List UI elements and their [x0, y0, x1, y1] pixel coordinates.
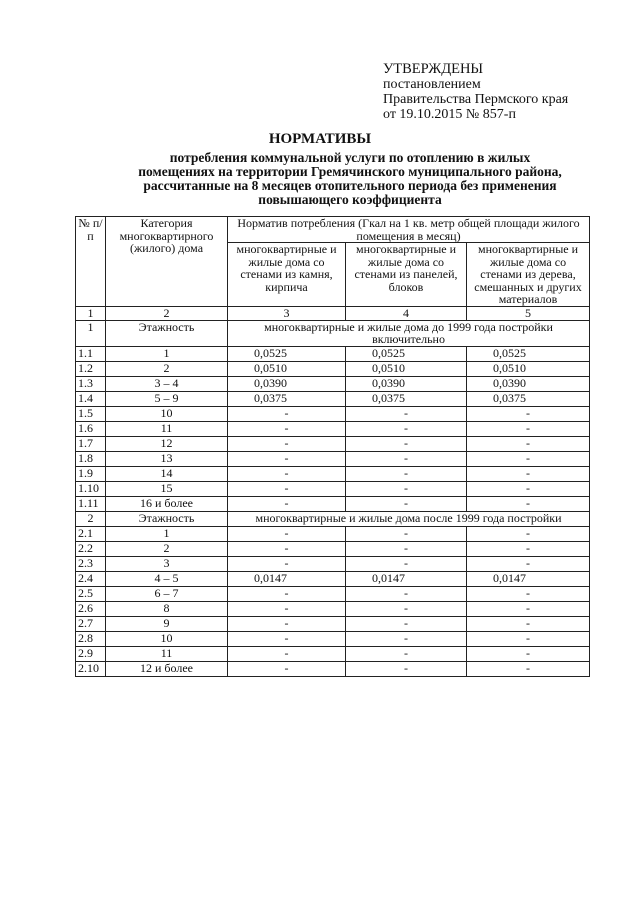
row-num: 1.5: [76, 406, 106, 421]
section-text: многоквартирные и жилые дома после 1999 года постройки: [228, 511, 590, 526]
row-num: 2.10: [76, 661, 106, 676]
row-value-panel: -: [346, 406, 467, 421]
row-value-panel: -: [346, 556, 467, 571]
row-num: 2.2: [76, 541, 106, 556]
row-value-wood: -: [467, 601, 590, 616]
document-title: НОРМАТИВЫ: [268, 131, 372, 147]
subtitle-line-4: повышающего коэффициента: [258, 192, 442, 207]
table-row: [76, 346, 590, 361]
row-value-wood: -: [467, 661, 590, 676]
table-row: [76, 451, 590, 466]
column-index-row: [76, 306, 590, 320]
row-value-panel: -: [346, 601, 467, 616]
row-value-stone: 0,0147: [228, 571, 346, 586]
row-value-panel: -: [346, 436, 467, 451]
header-norm: Норматив потребления (Гкал на 1 кв. метр общей площади жилого помещения в месяц): [228, 217, 590, 243]
row-num: 1.10: [76, 481, 106, 496]
row-value-panel: 0,0375: [346, 391, 467, 406]
row-value-wood: -: [467, 421, 590, 436]
row-value-panel: -: [346, 451, 467, 466]
row-num: 1.1: [76, 346, 106, 361]
header-col-panel: многоквартирные и жилые дома со стенами из панелей, блоков: [346, 243, 467, 307]
approval-line-3: Правительства Пермского края: [383, 92, 569, 107]
row-value-stone: -: [228, 436, 346, 451]
row-floors: 10: [106, 406, 228, 421]
row-floors: 12 и более: [106, 661, 228, 676]
table-row: [76, 421, 590, 436]
row-value-stone: -: [228, 496, 346, 511]
table-row: [76, 586, 590, 601]
row-floors: 1: [106, 346, 228, 361]
row-value-panel: -: [346, 631, 467, 646]
row-value-panel: -: [346, 421, 467, 436]
row-value-stone: 0,0510: [228, 361, 346, 376]
row-value-panel: -: [346, 481, 467, 496]
row-floors: 5 – 9: [106, 391, 228, 406]
row-num: 2.9: [76, 646, 106, 661]
table-row: [76, 496, 590, 511]
row-value-wood: -: [467, 631, 590, 646]
section-label: Этажность: [106, 511, 228, 526]
row-num: 2.8: [76, 631, 106, 646]
header-col-wood: многоквартирные и жилые дома со стенами из дерева, смешанных и других материалов: [467, 243, 590, 307]
row-num: 2.1: [76, 526, 106, 541]
row-floors: 10: [106, 631, 228, 646]
row-value-wood: 0,0147: [467, 571, 590, 586]
row-value-panel: -: [346, 646, 467, 661]
row-value-wood: -: [467, 406, 590, 421]
row-value-panel: -: [346, 526, 467, 541]
row-value-stone: -: [228, 556, 346, 571]
row-floors: 15: [106, 481, 228, 496]
row-value-wood: -: [467, 646, 590, 661]
norms-table-body: [76, 306, 590, 346]
header-num: № п/п: [76, 217, 106, 307]
row-floors: 3: [106, 556, 228, 571]
row-value-wood: 0,0510: [467, 361, 590, 376]
row-floors: 3 – 4: [106, 376, 228, 391]
section-row-1: [76, 320, 590, 346]
approval-block: [383, 62, 568, 122]
approval-heading: УТВЕРЖДЕНЫ: [383, 61, 484, 77]
row-value-wood: -: [467, 616, 590, 631]
row-num: 2.5: [76, 586, 106, 601]
row-value-stone: -: [228, 451, 346, 466]
table-row: [76, 406, 590, 421]
subtitle-line-1: потребления коммунальной услуги по отоплению в жилых: [169, 150, 531, 165]
row-num: 2.6: [76, 601, 106, 616]
row-floors: 9: [106, 616, 228, 631]
row-value-wood: 0,0375: [467, 391, 590, 406]
table-row: [76, 526, 590, 541]
row-num: 2.7: [76, 616, 106, 631]
row-value-wood: -: [467, 496, 590, 511]
row-value-wood: -: [467, 436, 590, 451]
table-row: [76, 601, 590, 616]
table-row: [76, 481, 590, 496]
row-value-panel: -: [346, 616, 467, 631]
approval-line-4: от 19.10.2015 № 857-п: [383, 107, 516, 122]
row-floors: 2: [106, 541, 228, 556]
row-num: 1.9: [76, 466, 106, 481]
row-value-stone: -: [228, 586, 346, 601]
table-row: [76, 376, 590, 391]
row-num: 1.4: [76, 391, 106, 406]
table-row: [76, 616, 590, 631]
section-label: Этажность: [106, 320, 228, 346]
table-row: [76, 436, 590, 451]
row-value-stone: 0,0525: [228, 346, 346, 361]
row-value-wood: -: [467, 556, 590, 571]
row-value-panel: -: [346, 466, 467, 481]
row-value-panel: 0,0390: [346, 376, 467, 391]
table-row: [76, 556, 590, 571]
section-1-rows: [76, 346, 590, 511]
row-floors: 8: [106, 601, 228, 616]
row-num: 1.2: [76, 361, 106, 376]
row-floors: 14: [106, 466, 228, 481]
section-2-head: [76, 511, 590, 526]
table-row: [76, 466, 590, 481]
row-floors: 12: [106, 436, 228, 451]
row-value-wood: -: [467, 451, 590, 466]
row-value-stone: -: [228, 466, 346, 481]
row-num: 1.11: [76, 496, 106, 511]
approval-line-2: постановлением: [383, 77, 481, 92]
index-cell: 3: [228, 306, 346, 320]
row-floors: 1: [106, 526, 228, 541]
row-floors: 6 – 7: [106, 586, 228, 601]
row-value-stone: 0,0375: [228, 391, 346, 406]
row-floors: 16 и более: [106, 496, 228, 511]
row-floors: 4 – 5: [106, 571, 228, 586]
row-value-wood: 0,0390: [467, 376, 590, 391]
row-num: 1.8: [76, 451, 106, 466]
row-value-panel: -: [346, 586, 467, 601]
table-row: [76, 631, 590, 646]
row-value-panel: -: [346, 541, 467, 556]
section-num: 2: [76, 511, 106, 526]
row-value-wood: -: [467, 541, 590, 556]
index-cell: 4: [346, 306, 467, 320]
row-value-stone: -: [228, 421, 346, 436]
row-value-stone: -: [228, 541, 346, 556]
row-value-wood: -: [467, 466, 590, 481]
row-value-panel: 0,0147: [346, 571, 467, 586]
header-col-stone: многоквартирные и жилые дома со стенами из камня, кирпича: [228, 243, 346, 307]
row-value-wood: 0,0525: [467, 346, 590, 361]
row-floors: 13: [106, 451, 228, 466]
section-row-2: [76, 511, 590, 526]
row-value-stone: -: [228, 631, 346, 646]
index-cell: 1: [76, 306, 106, 320]
row-value-stone: -: [228, 601, 346, 616]
header-category: Категория многоквартирного (жилого) дома: [106, 217, 228, 307]
row-num: 2.3: [76, 556, 106, 571]
section-text: многоквартирные и жилые дома до 1999 года постройки включительно: [228, 320, 590, 346]
row-floors: 11: [106, 421, 228, 436]
section-num: 1: [76, 320, 106, 346]
table-row: [76, 391, 590, 406]
table-row: [76, 646, 590, 661]
row-floors: 11: [106, 646, 228, 661]
row-value-stone: -: [228, 526, 346, 541]
row-value-panel: -: [346, 661, 467, 676]
table-row: [76, 661, 590, 676]
row-value-wood: -: [467, 481, 590, 496]
row-num: 1.6: [76, 421, 106, 436]
row-value-wood: -: [467, 526, 590, 541]
row-num: 1.3: [76, 376, 106, 391]
table-row: [76, 361, 590, 376]
document-subtitle: [110, 151, 590, 207]
norms-table: [75, 216, 590, 677]
row-value-wood: -: [467, 586, 590, 601]
index-cell: 5: [467, 306, 590, 320]
row-value-stone: -: [228, 406, 346, 421]
table-row: [76, 571, 590, 586]
subtitle-line-2: помещениях на территории Гремячинского муниципального района,: [138, 164, 562, 179]
section-2-rows: [76, 526, 590, 676]
row-value-stone: -: [228, 646, 346, 661]
row-value-stone: -: [228, 661, 346, 676]
row-value-stone: 0,0390: [228, 376, 346, 391]
row-num: 1.7: [76, 436, 106, 451]
row-value-panel: -: [346, 496, 467, 511]
index-cell: 2: [106, 306, 228, 320]
subtitle-line-3: рассчитанные на 8 месяцев отопительного периода без применения: [143, 178, 557, 193]
row-value-panel: 0,0525: [346, 346, 467, 361]
row-floors: 2: [106, 361, 228, 376]
row-value-panel: 0,0510: [346, 361, 467, 376]
row-value-stone: -: [228, 481, 346, 496]
row-num: 2.4: [76, 571, 106, 586]
row-value-stone: -: [228, 616, 346, 631]
table-row: [76, 541, 590, 556]
